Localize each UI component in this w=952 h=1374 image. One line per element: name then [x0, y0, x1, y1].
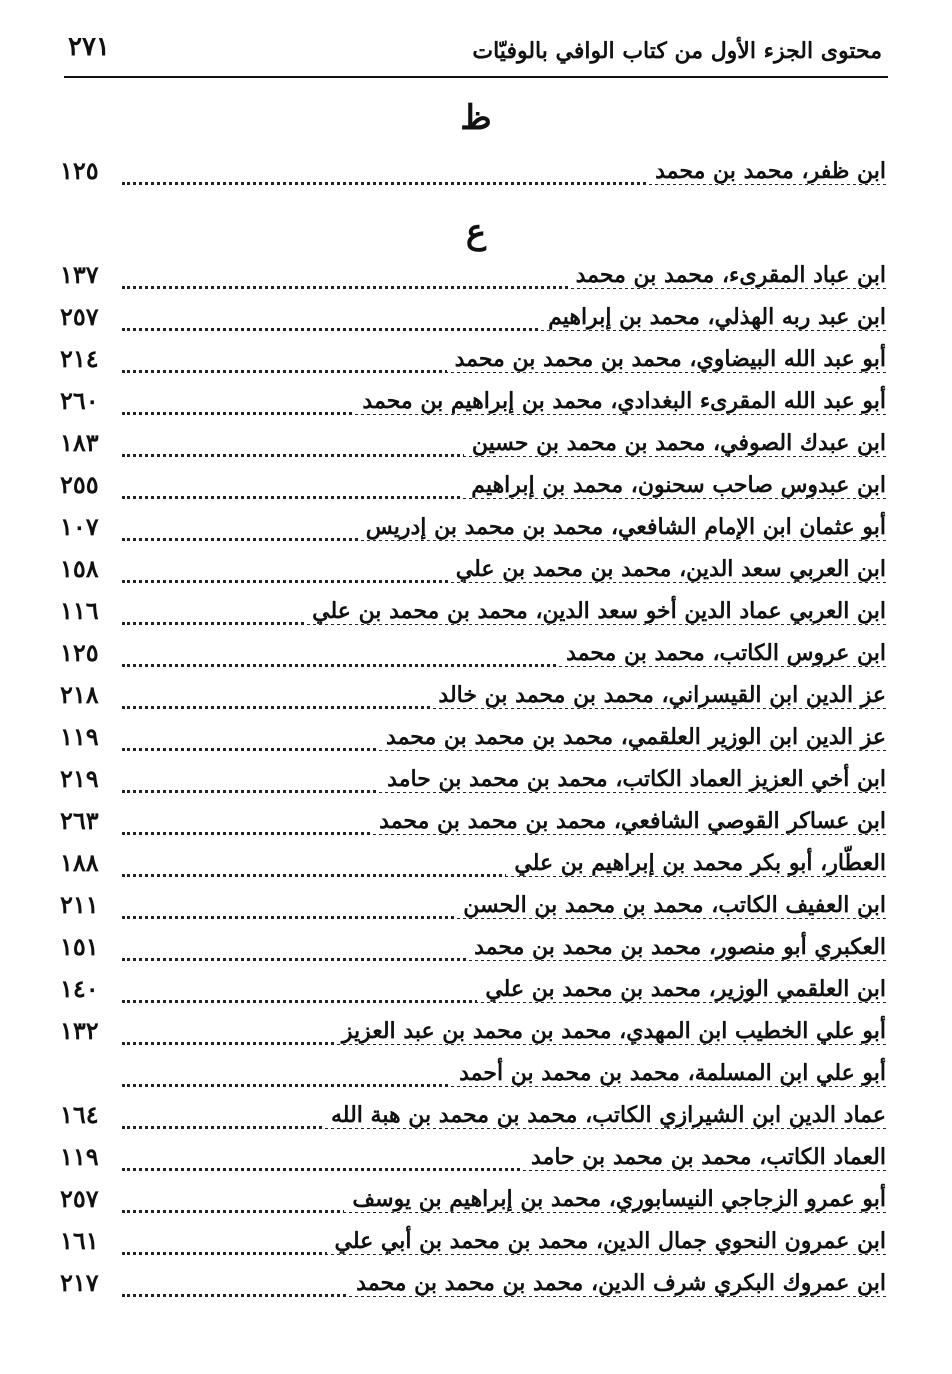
entry-page-number: ١٠٧	[60, 512, 105, 541]
index-entry	[60, 808, 886, 844]
entry-page-number: ٢١٤	[60, 344, 105, 373]
index-entry	[60, 514, 886, 550]
index-entry	[60, 850, 886, 886]
entry-page-number: ٢٦٣	[60, 806, 105, 835]
entry-page-number: ١٨٣	[60, 428, 105, 457]
entry-name: ابن عمرون النحوي جمال الدين، محمد بن محمد بن أبي علي	[327, 1228, 886, 1254]
entry-name: ابن عبدك الصوفي، محمد بن محمد بن حسين	[464, 430, 886, 456]
entry-page-number: ٢١٨	[60, 680, 105, 709]
index-entry	[60, 1270, 886, 1306]
section-letter-zah: ظ	[460, 98, 492, 138]
entry-name: ابن عمروك البكري شرف الدين، محمد بن محمد بن محمد	[348, 1270, 886, 1296]
entry-name: العطّار، أبو بكر محمد بن إبراهيم بن علي	[506, 850, 886, 876]
index-entry	[60, 556, 886, 592]
entry-page-number: ١١٩	[60, 722, 105, 751]
entry-page-number: ٢٦٠	[60, 386, 105, 415]
entry-page-number: ٢٥٧	[60, 1184, 105, 1213]
entry-name: أبو عثمان ابن الإمام الشافعي، محمد بن محمد بن إدريس	[358, 514, 886, 540]
entry-page-number: ١٣٧	[60, 260, 105, 289]
entry-page-number: ١٨٨	[60, 848, 105, 877]
index-entry	[60, 1102, 886, 1138]
entry-page-number: ٢٥٧	[60, 302, 105, 331]
entry-page-number: ١٣٢	[60, 1016, 105, 1045]
page-number: ٢٧١	[68, 32, 110, 62]
index-entry	[60, 472, 886, 508]
entry-name: العماد الكاتب، محمد بن محمد بن حامد	[523, 1144, 886, 1170]
index-entry	[60, 430, 886, 466]
index-entry	[60, 1186, 886, 1222]
entry-page-number: ١٢٥	[60, 638, 105, 667]
entry-name: ابن عساكر القوصي الشافعي، محمد بن محمد بن محمد	[371, 808, 886, 834]
entry-name: ابن العربي سعد الدين، محمد بن محمد بن علي	[448, 556, 886, 582]
index-entry	[60, 158, 886, 194]
entry-page-number: ٢٥٥	[60, 470, 105, 499]
entry-page-number: ٢١٧	[60, 1268, 105, 1297]
entry-name: عز الدين ابن الوزير العلقمي، محمد بن محمد بن محمد	[378, 724, 886, 750]
entry-name: ابن عبد ربه الهذلي، محمد بن إبراهيم	[540, 304, 886, 330]
entry-name: ابن العلقمي الوزير، محمد بن محمد بن علي	[477, 976, 886, 1002]
entry-page-number: ٢١٩	[60, 764, 105, 793]
index-entry	[60, 640, 886, 676]
entry-name: العكبري أبو منصور، محمد بن محمد بن محمد	[466, 934, 886, 960]
entry-page-number: ١٥٨	[60, 554, 105, 583]
entry-name: أبو عمرو الزجاجي النيسابوري، محمد بن إبراهيم بن يوسف	[344, 1186, 886, 1212]
section-letter-ain: ع	[465, 212, 487, 252]
entry-name: عز الدين ابن القيسراني، محمد بن محمد بن خالد	[430, 682, 886, 708]
entry-name: أبو عبد الله المقرىء البغدادي، محمد بن إبراهيم بن محمد	[354, 388, 886, 414]
entry-name: ابن العفيف الكاتب، محمد بن محمد بن الحسن	[455, 892, 886, 918]
running-title: محتوى الجزء الأول من كتاب الوافي بالوفيّات	[472, 38, 882, 64]
index-entry	[60, 262, 886, 298]
index-entry	[60, 598, 886, 634]
index-entry	[60, 766, 886, 802]
entry-page-number: ١١٩	[60, 1142, 105, 1171]
entry-name: عماد الدين ابن الشيرازي الكاتب، محمد بن محمد بن هبة الله	[323, 1102, 886, 1128]
entry-name: ابن ظفر، محمد بن محمد	[647, 158, 886, 184]
entry-name: أبو علي الخطيب ابن المهدي، محمد بن محمد بن عبد العزيز	[334, 1018, 886, 1044]
index-entry	[60, 1018, 886, 1054]
index-entry	[60, 1060, 886, 1096]
entry-page-number: ٢١١	[60, 890, 105, 919]
entry-page-number: ١٦١	[60, 1226, 105, 1255]
index-entry	[60, 892, 886, 928]
index-entry	[60, 346, 886, 382]
index-entry	[60, 1144, 886, 1180]
index-entry	[60, 388, 886, 424]
entry-name: أبو علي ابن المسلمة، محمد بن محمد بن أحمد	[451, 1060, 886, 1086]
index-entry	[60, 1228, 886, 1264]
entry-page-number: ١٤٠	[60, 974, 105, 1003]
entry-name: ابن عبدوس صاحب سحنون، محمد بن إبراهيم	[463, 472, 886, 498]
entry-page-number: ١٦٤	[60, 1100, 105, 1129]
index-entry	[60, 682, 886, 718]
index-entry	[60, 304, 886, 340]
entry-name: ابن العربي عماد الدين أخو سعد الدين، محمد بن محمد بن علي	[304, 598, 886, 624]
entry-page-number: ١٥١	[60, 932, 105, 961]
entry-name: ابن عروس الكاتب، محمد بن محمد	[558, 640, 886, 666]
entry-page-number: ١٢٥	[60, 156, 105, 185]
entry-name: أبو عبد الله البيضاوي، محمد بن محمد بن محمد	[447, 346, 886, 372]
index-entry	[60, 934, 886, 970]
entry-name: ابن عباد المقرىء، محمد بن محمد	[568, 262, 886, 288]
entry-page-number: ١١٦	[60, 596, 105, 625]
index-entry	[60, 976, 886, 1012]
entry-name: ابن أخي العزيز العماد الكاتب، محمد بن محمد بن حامد	[379, 766, 886, 792]
page-header	[64, 30, 888, 78]
index-entry	[60, 724, 886, 760]
